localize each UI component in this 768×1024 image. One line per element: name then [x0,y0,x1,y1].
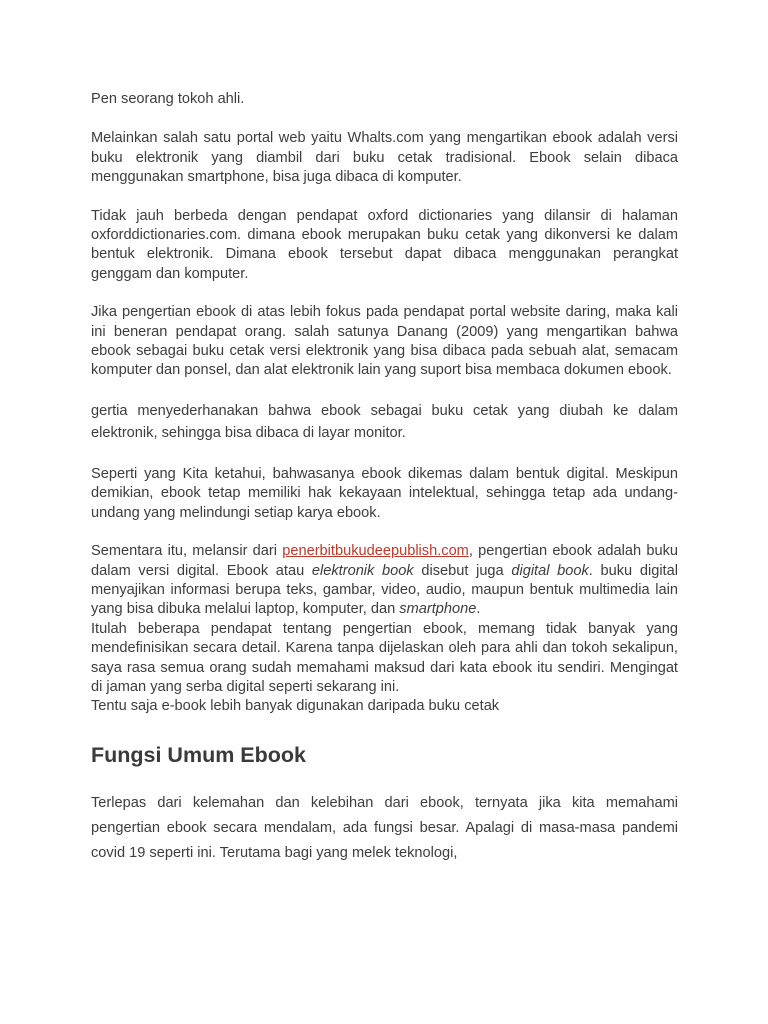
text-run: , pengertian ebook adalah buku dalam versi digital. Ebook atau [91,543,678,579]
paragraph-danang: Jika pengertian ebook di atas lebih fokus pada pendapat portal website daring, maka kali ini beneran pendapat orang. salah satunya Danang (2009) yang mengartikan bahwa ebook sebagai buku cetak versi elektronik yang bisa dibaca pada sebuah alat, semacam komputer dan ponsel, dan alat elektronik lain yang suport bisa membaca dokumen ebook. [91,304,678,379]
paragraph-gertia: gertia menyederhanakan bahwa ebook sebagai buku cetak yang diubah ke dalam elektronik, sehingga bisa dibaca di layar monitor. [91,402,678,442]
paragraph-oxford: Tidak jauh berbeda dengan pendapat oxford dictionaries yang dilansir di halaman oxforddictionaries.com. dimana ebook merupakan buku cetak yang dikonversi ke dalam bentuk elektronik. Dimana ebook tersebut dapat dibaca menggunakan perangkat genggam dan komputer. [91,207,678,282]
italic-text: smartphone [399,601,477,618]
italic-text: elektronik book [311,562,414,579]
paragraph-deepublish [91,542,678,620]
paragraph-digital: Seperti yang Kita ketahui, bahwasanya ebook dikemas dalam bentuk digital. Meskipun demikian, ebook tetap memiliki hak kekayaan intelektual, sehingga tetap ada undang-undang yang melindungi setiap karya ebook. [91,465,678,521]
paragraph-itulah-body: Itulah beberapa pendapat tentang pengertian ebook, memang tidak banyak yang mendefinisikan secara detail. Karena tanpa dijelaskan oleh para ahli dan tokoh sekalipun, saya rasa semua orang sudah memahami maksud dari kata ebook itu sendiri. Mengingat di jaman yang serba digital seperti sekarang ini. [91,620,678,695]
section-heading: Fungsi Umum Ebook [91,742,306,767]
text-run: Sementara itu, melansir dari [91,543,283,560]
document-page [91,90,678,866]
italic-text: digital book [511,562,589,579]
paragraph-fungsi: Terlepas dari kelemahan dan kelebihan dari ebook, ternyata jika kita memahami pengertian ebook secara mendalam, ada fungsi besar. Apalagi di masa-masa pandemi covid 19 seperti ini. Terutama bagi yang melek teknologi, [91,794,678,861]
text-run: disebut juga [413,562,512,579]
text-run: . buku digital menyajikan informasi berupa teks, gambar, video, audio, maupun bentuk multimedia lain yang bisa dibuka melalui laptop, komputer, dan [91,562,678,618]
paragraph-itulah-last-line: Tentu saja e-book lebih banyak digunakan daripada buku cetak [91,698,500,715]
paragraph-intro: Pen seorang tokoh ahli. [91,91,245,107]
paragraph-itulah [91,620,678,717]
text-run: . [476,601,481,618]
deepublish-link[interactable]: penerbitbukudeepublish.com [282,543,469,560]
paragraph-whalts: Melainkan salah satu portal web yaitu Whalts.com yang mengartikan ebook adalah versi buku elektronik yang diambil dari buku cetak tradisional. Ebook selain dibaca menggunakan smartphone, bisa juga dibaca di komputer. [91,130,678,186]
